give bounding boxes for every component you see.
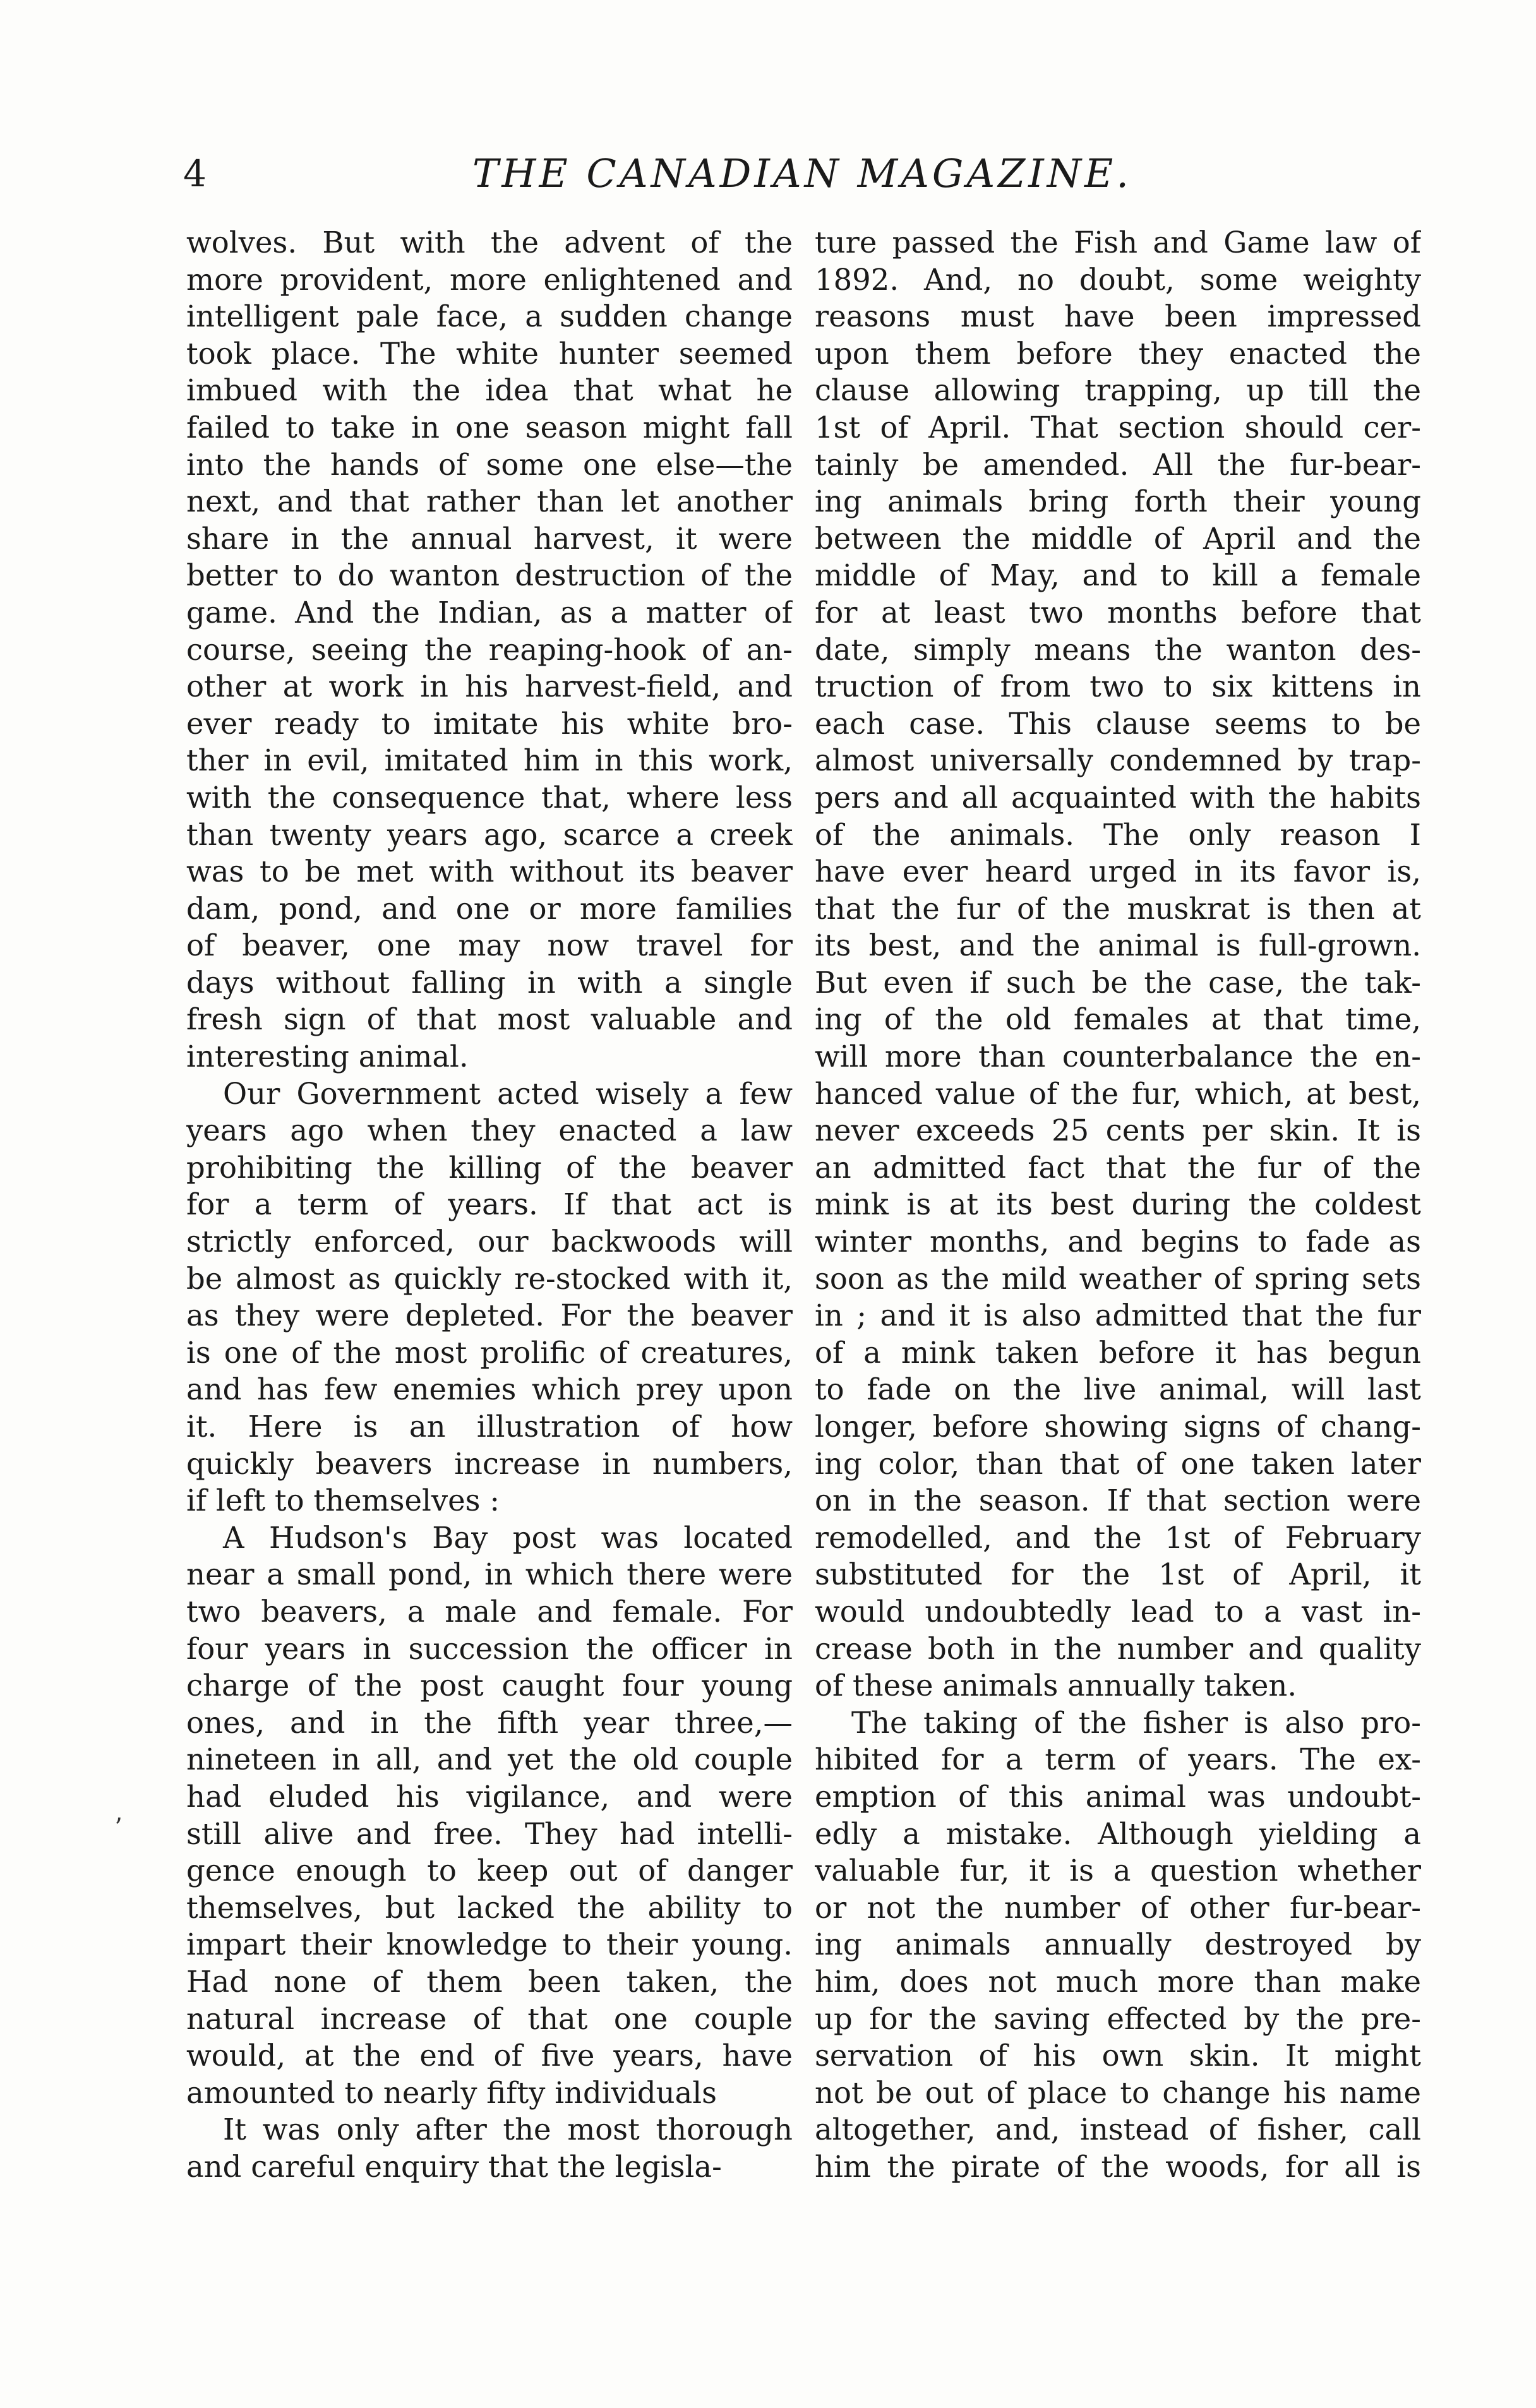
text-line: longer, before showing signs of chang- [815,1410,1421,1444]
text-line: remodelled, and the 1st of February [815,1520,1421,1555]
text-line: ever ready to imitate his white bro- [186,706,793,741]
text-line: would undoubtedly lead to a vast in- [815,1594,1421,1629]
text-line: not be out of place to change his name [815,2075,1421,2110]
text-line: its best, and the animal is full-grown. [815,928,1421,963]
text-line: amounted to nearly fifty individuals [186,2075,717,2110]
text-line: or not the number of other fur-bear- [815,1890,1421,1925]
text-line: ing color, than that of one taken later [815,1446,1421,1481]
text-line: The taking of the fisher is also pro- [851,1705,1421,1740]
text-line: quickly beavers increase in numbers, [186,1446,793,1481]
text-line: almost universally condemned by trap- [815,743,1421,778]
left-column [186,224,793,2185]
text-line: hibited for a term of years. The ex- [815,1742,1421,1777]
text-line: soon as the mild weather of spring sets [815,1261,1421,1296]
text-line: other at work in his harvest-field, and [186,669,793,704]
text-line: as they were depleted. For the beaver [186,1298,793,1333]
right-column [815,224,1421,2185]
text-line: two beavers, a male and female. For [186,1594,793,1629]
text-line: game. And the Indian, as a matter of [186,595,793,630]
text-line: it. Here is an illustration of how [186,1410,793,1444]
text-line: valuable fur, it is a question whether [815,1854,1421,1888]
text-line: share in the annual harvest, it were [186,521,793,556]
text-line: winter months, and begins to fade as [815,1225,1421,1259]
text-line: next, and that rather than let another [186,484,793,519]
text-line: interesting animal. [186,1039,469,1074]
stray-ink-mark: ʼ [114,1814,122,1843]
text-line: It was only after the most thorough [223,2112,793,2147]
text-line: of these animals annually taken. [815,1668,1297,1703]
text-line: for at least two months before that [815,595,1421,630]
text-line: near a small pond, in which there were [186,1557,793,1592]
text-line: course, seeing the reaping-hook of an- [186,632,793,667]
text-line: four years in succession the officer in [186,1631,793,1666]
text-line: was to be met with without its beaver [186,854,793,889]
text-line: natural increase of that one couple [186,2001,793,2036]
text-line: have ever heard urged in its favor is, [815,854,1421,889]
text-line: crease both in the number and quality [815,1631,1421,1666]
text-line: intelligent pale face, a sudden change [186,299,793,334]
text-line: never exceeds 25 cents per skin. It is [815,1113,1421,1148]
text-line: servation of his own skin. It might [815,2039,1421,2073]
text-line: emption of this animal was undoubt- [815,1779,1421,1814]
text-line: on in the season. If that section were [815,1483,1421,1518]
text-line: upon them before they enacted the [815,336,1421,371]
text-line: more provident, more enlightened and [186,262,793,297]
text-line: substituted for the 1st of April, it [815,1557,1421,1592]
text-line: ing animals bring forth their young [815,484,1421,519]
text-line: prohibiting the killing of the beaver [186,1150,793,1185]
text-line: than twenty years ago, scarce a creek [186,817,793,852]
text-line: if left to themselves : [186,1483,500,1518]
text-line: middle of May, and to kill a female [815,558,1421,593]
text-line: strictly enforced, our backwoods will [186,1225,793,1259]
text-line: days without falling in with a single [186,965,793,1000]
text-line: 1892. And, no doubt, some weighty [815,262,1421,297]
text-line: 1st of April. That section should cer- [815,410,1421,445]
text-line: reasons must have been impressed [815,299,1421,334]
text-line: each case. This clause seems to be [815,706,1421,741]
text-line: be almost as quickly re-stocked with it, [186,1261,793,1296]
text-line: of a mink taken before it has begun [815,1335,1421,1370]
text-line: in ; and it is also admitted that the fur [815,1298,1421,1333]
text-line: ther in evil, imitated him in this work, [186,743,793,778]
text-line: that the fur of the muskrat is then at [815,891,1421,926]
text-line: fresh sign of that most valuable and [186,1002,793,1037]
page-header [183,145,1421,202]
text-line: dam, pond, and one or more families [186,891,793,926]
text-line: nineteen in all, and yet the old couple [186,1742,793,1777]
text-line: tainly be amended. All the fur-bear- [815,447,1421,482]
text-line: failed to take in one season might fall [186,410,793,445]
text-line: A Hudson's Bay post was located [223,1520,793,1555]
text-line: ones, and in the fifth year three,— [186,1705,793,1740]
text-line: date, simply means the wanton des- [815,632,1421,667]
text-line: But even if such be the case, the tak- [815,965,1421,1000]
text-line: pers and all acquainted with the habits [815,780,1421,815]
text-line: impart their knowledge to their young. [186,1927,793,1962]
text-line: truction of from two to six kittens in [815,669,1421,704]
text-line: gence enough to keep out of danger [186,1854,793,1888]
text-line: had eluded his vigilance, and were [186,1779,793,1814]
text-line: would, at the end of five years, have [186,2039,793,2073]
text-line: with the consequence that, where less [186,780,793,815]
text-line: into the hands of some one else—the [186,447,793,482]
text-line: of beaver, one may now travel for [186,928,793,963]
text-line: wolves. But with the advent of the [186,225,793,260]
running-title: THE CANADIAN MAGAZINE. [472,150,1132,196]
text-line: and has few enemies which prey upon [186,1372,793,1407]
text-line: for a term of years. If that act is [186,1187,793,1222]
text-line: altogether, and, instead of fisher, call [815,2112,1421,2147]
text-line: to fade on the live animal, will last [815,1372,1421,1407]
text-line: years ago when they enacted a law [186,1113,793,1148]
text-line: and careful enquiry that the legisla- [186,2149,722,2184]
text-line: charge of the post caught four young [186,1668,793,1703]
text-line: of the animals. The only reason I [815,817,1421,852]
text-line: imbued with the idea that what he [186,373,793,408]
text-line: clause allowing trapping, up till the [815,373,1421,408]
text-line: edly a mistake. Although yielding a [815,1816,1421,1851]
text-line: up for the saving effected by the pre- [815,2001,1421,2036]
text-line: Our Government acted wisely a few [223,1076,793,1111]
text-line: ing of the old females at that time, [815,1002,1421,1037]
text-line: took place. The white hunter seemed [186,336,793,371]
text-line: hanced value of the fur, which, at best, [815,1076,1421,1111]
text-line: will more than counterbalance the en- [815,1039,1421,1074]
text-line: ture passed the Fish and Game law of [815,225,1421,260]
text-line: mink is at its best during the coldest [815,1187,1421,1222]
page-number: 4 [183,152,207,195]
text-line: him the pirate of the woods, for all is [815,2149,1421,2184]
text-line: themselves, but lacked the ability to [186,1890,793,1925]
text-line: ing animals annually destroyed by [815,1927,1421,1962]
text-line: is one of the most prolific of creatures, [186,1335,793,1370]
text-line: him, does not much more than make [815,1964,1421,1999]
text-line: better to do wanton destruction of the [186,558,793,593]
text-line: an admitted fact that the fur of the [815,1150,1421,1185]
text-line: still alive and free. They had intelli- [186,1816,793,1851]
text-line: between the middle of April and the [815,521,1421,556]
text-line: Had none of them been taken, the [186,1964,793,1999]
